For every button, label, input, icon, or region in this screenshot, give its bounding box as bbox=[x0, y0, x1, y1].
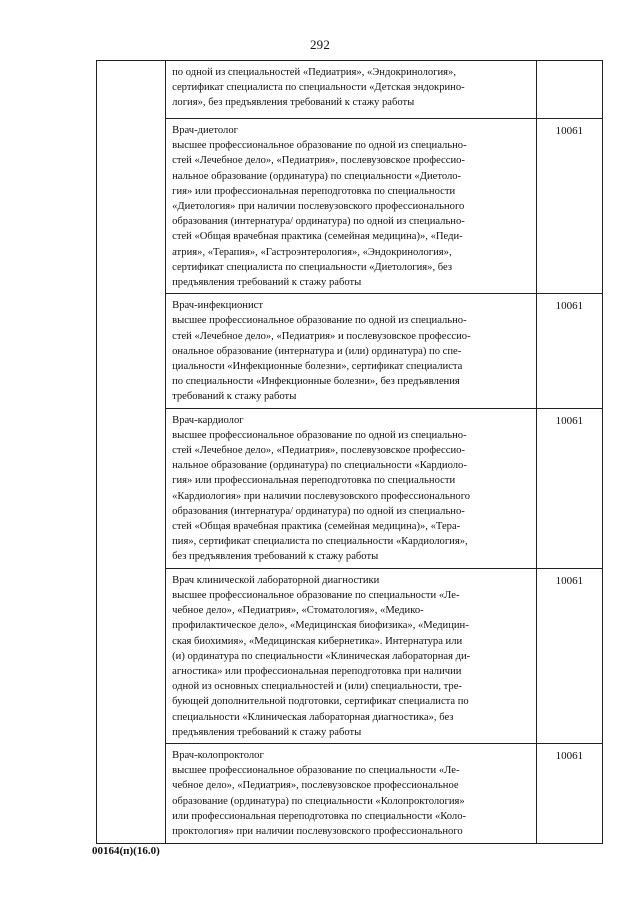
code-cell bbox=[536, 408, 602, 568]
qualification-code: 10061 bbox=[555, 414, 584, 427]
requirements-text: по одной из специальностей «Педиатрия», «Эндокринология», сертификат специалиста по специальности «Детская эндокрино- логия», без предъявления требований к стажу работы bbox=[172, 67, 465, 109]
table-row bbox=[97, 294, 603, 408]
page-number: 292 bbox=[309, 37, 331, 52]
qualification-code: 10061 bbox=[555, 749, 584, 762]
table-row bbox=[97, 61, 603, 119]
requirements-cell bbox=[166, 568, 537, 743]
requirements-text: высшее профессиональное образование по одной из специально- стей «Лечебное дело», «Педиатрия», послевузовское профессио- нальное образование (ординатура) по специальности «Диетоло- гия» или профессиональная переподготовка по специальности «Диетология» при наличии послевузовского профессионального образования (интернатура/ ординатура) по одной из специально- стей «Общая врачебная практика (семейная медицина)», «Педи- атрия», «Терапия», «Гастроэнтерология», «Эндокринология», сертификат специалиста по специальности «Диетология», без предъявления требований к стажу работы bbox=[172, 140, 467, 289]
qualification-code: 10061 bbox=[555, 125, 584, 137]
requirements-cell bbox=[166, 743, 537, 843]
position-title: Врач клинической лабораторной диагностики bbox=[172, 574, 380, 586]
code-cell bbox=[536, 568, 602, 743]
document-footer-code: 00164(п)(16.0) bbox=[92, 845, 160, 857]
qualification-code bbox=[537, 61, 602, 67]
code-cell bbox=[536, 743, 602, 843]
table-row bbox=[97, 743, 603, 843]
requirements-cell bbox=[166, 61, 537, 119]
empty-left-column bbox=[97, 61, 166, 844]
code-cell bbox=[536, 119, 602, 294]
requirements-text: высшее профессиональное образование по специальности «Ле- чебное дело», «Педиатрия», послевузовское профессиональное образование (ординатура) по специальности «Колопроктология» или профессиональная переподготовка по специальности «Коло- проктология» при наличии послевузовского профессионального bbox=[172, 765, 467, 837]
qualification-code: 10061 bbox=[555, 300, 584, 313]
position-title: Врач-кардиолог bbox=[172, 414, 244, 426]
requirements-cell bbox=[166, 408, 537, 568]
requirements-cell bbox=[166, 294, 537, 408]
requirements-text: высшее профессиональное образование по одной из специально- стей «Лечебное дело», «Педиатрия», послевузовское профессио- нальное образование (ординатура) по специальности «Кардиоло- гия» или профессиональная переподготовка по специальности «Кардиология» при наличии послевузовского профессионального образования (интернатура/ ординатура) по одной из специально- стей «Общая врачебная практика (семейная медицина)», «Тера- пия», сертификат специалиста по специальности «Кардиология», без предъявления требований к стажу работы bbox=[172, 429, 471, 563]
requirements-text: высшее профессиональное образование по одной из специально- стей «Лечебное дело», «Педиатрия» и послевузовское профессио- ональное образование (интернатура и (или) ординатура) по спе- циальности «Инфекционные болезни», сертификат специалиста по специальности «Инфекционные болезни», без предъявления требований к стажу работы bbox=[172, 315, 471, 403]
table-row bbox=[97, 568, 603, 743]
position-title: Врач-колопроктолог bbox=[172, 749, 264, 761]
requirements-cell bbox=[166, 119, 537, 294]
position-title: Врач-диетолог bbox=[172, 125, 238, 136]
requirements-text: высшее профессиональное образование по специальности «Ле- чебное дело», «Педиатрия», «Стоматология», «Медико- профилактическое дело», «Медицинская биофизика», «Медицин- ская биохимия», «Медицинская кибернетика». Интернатура или (и) ординатура по специальности «Клиническая лабораторная ди- агностика» или профессиональная переподготовка при наличии одной из основных специальностей и (или) специальности, тре- бующей дополнительной подготовки, сертификат специалиста по специальности «Клиническая лабораторная диагностика», без предъявления требований к стажу работы bbox=[172, 589, 471, 738]
qualification-table bbox=[96, 60, 603, 844]
code-cell bbox=[536, 294, 602, 408]
code-cell bbox=[536, 61, 602, 119]
position-title: Врач-инфекционист bbox=[172, 300, 263, 312]
table-row bbox=[97, 119, 603, 294]
qualification-code: 10061 bbox=[555, 574, 584, 587]
table-row bbox=[97, 408, 603, 568]
